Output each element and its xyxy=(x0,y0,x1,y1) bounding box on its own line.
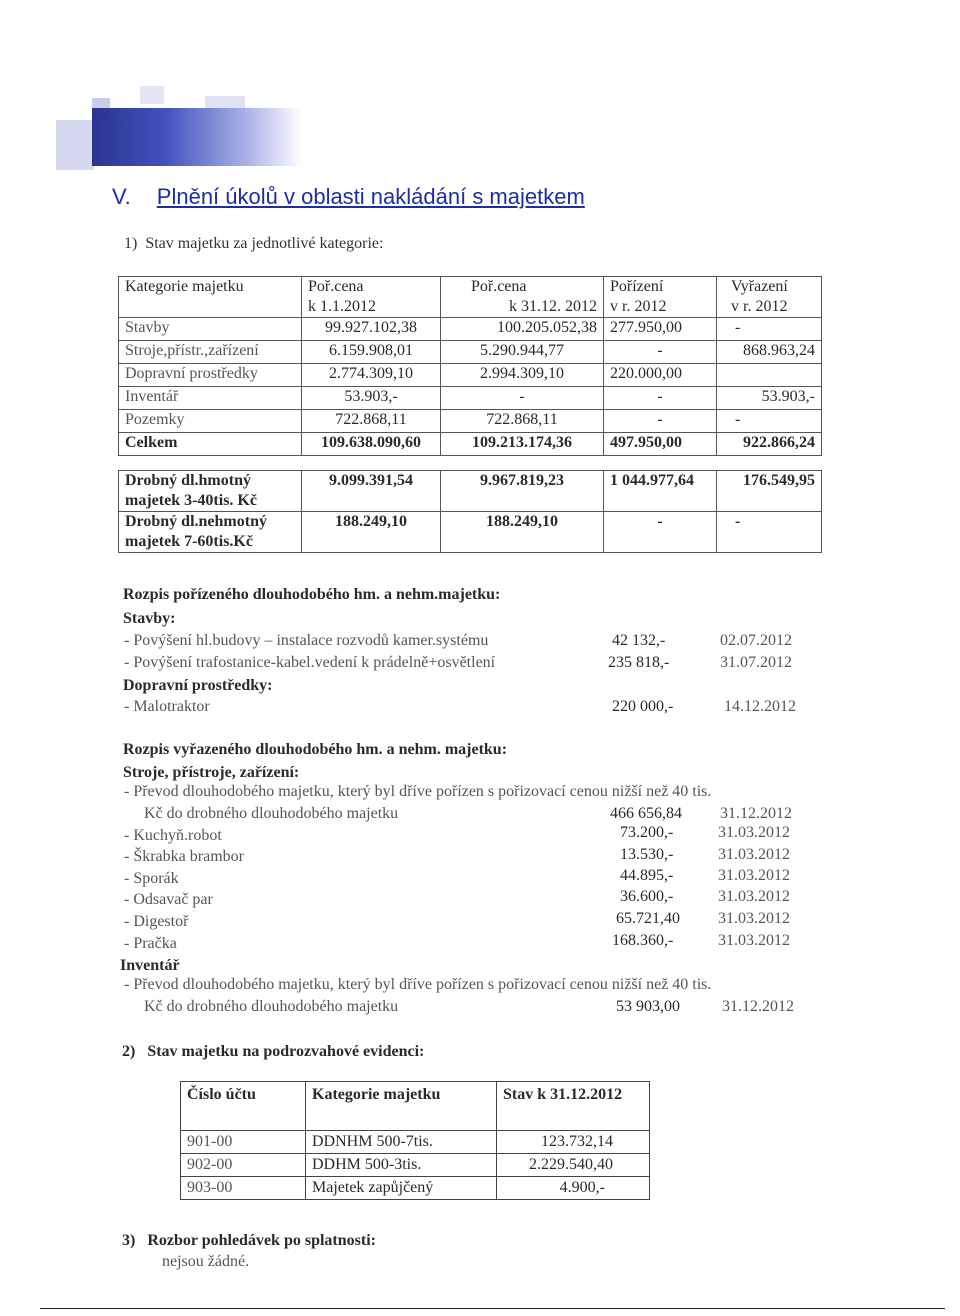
header-decoration xyxy=(56,120,94,170)
list-item: - Povýšení hl.budovy – instalace rozvodů kamer.systému xyxy=(124,632,489,649)
item-amount: 65.721,40 xyxy=(616,910,680,927)
list-item: - Digestoř xyxy=(124,913,189,930)
item-date: 31.03.2012 xyxy=(718,932,790,949)
table-header-row xyxy=(181,1082,650,1131)
table-row: Dopravní prostředky 2.774.309,10 2.994.309,10 220.000,00 xyxy=(119,364,822,387)
item-amount: 220 000,- xyxy=(612,698,674,715)
table-header-cell: Poř.cena k 1.1.2012 xyxy=(302,277,441,318)
item-date: 02.07.2012 xyxy=(720,632,792,649)
item-date: 14.12.2012 xyxy=(724,698,796,715)
list-item: Kč do drobného dlouhodobého majetku xyxy=(144,805,399,822)
acquisitions-heading: Rozpis pořízeného dlouhodobého hm. a nehm.majetku: xyxy=(123,586,501,603)
table-header-cell: Vyřazení v r. 2012 xyxy=(717,277,822,318)
item-amount: 13.530,- xyxy=(620,846,674,863)
table-row: 902-00 DDHM 500-3tis. 2.229.540,40 xyxy=(181,1154,650,1177)
list-item: - Odsavač par xyxy=(124,891,213,908)
section-title-text: Plnění úkolů v oblasti nakládání s majetkem xyxy=(156,184,585,209)
bottom-divider xyxy=(40,1308,945,1309)
list-item: - Povýšení trafostanice-kabel.vedení k prádelně+osvětlení xyxy=(124,654,496,671)
table-header-cell: Kategorie majetku xyxy=(306,1082,497,1131)
table-total-row: Celkem 109.638.090,60 109.213.174,36 497.950,00 922.866,24 xyxy=(119,433,822,456)
category-label: Stroje, přístroje, zařízení: xyxy=(123,764,300,781)
category-label: Dopravní prostředky: xyxy=(123,677,273,694)
item-amount: 42 132,- xyxy=(612,632,666,649)
item-amount: 44.895,- xyxy=(620,867,674,884)
header-decoration xyxy=(140,86,164,104)
table-row: Inventář 53.903,- - - 53.903,- xyxy=(119,387,822,410)
table-header-cell: Pořízení v r. 2012 xyxy=(604,277,717,318)
item-date: 31.03.2012 xyxy=(718,910,790,927)
list-item: - Převod dlouhodobého majetku, který byl dříve pořízen s pořizovací cenou nižší než 40 tis. xyxy=(124,976,712,993)
table-row: 901-00 DDNHM 500-7tis. 123.732,14 xyxy=(181,1131,650,1154)
table-row: Stroje,přístr.,zařízení 6.159.908,01 5.290.944,77 - 868.963,24 xyxy=(119,341,822,364)
list-item: - Pračka xyxy=(124,935,177,952)
list-item: - Malotraktor xyxy=(124,698,210,715)
subsection-heading: 3) Rozbor pohledávek po splatnosti: xyxy=(122,1232,376,1249)
item-amount: 168.360,- xyxy=(612,932,674,949)
subsection-heading: 2) Stav majetku na podrozvahové evidenci: xyxy=(122,1043,425,1060)
item-date: 31.03.2012 xyxy=(718,824,790,841)
item-amount: 235 818,- xyxy=(608,654,670,671)
table-row: Pozemky 722.868,11 722.868,11 - - xyxy=(119,410,822,433)
table-row: Drobný dl.hmotný majetek 3-40tis. Kč 9.099.391,54 9.967.819,23 1 044.977,64 176.549,95 xyxy=(119,471,822,512)
item-date: 31.03.2012 xyxy=(718,888,790,905)
table-row: Drobný dl.nehmotný majetek 7-60tis.Kč 188.249,10 188.249,10 - - xyxy=(119,512,822,553)
list-item: - Škrabka brambor xyxy=(124,848,244,865)
list-item: - Převod dlouhodobého majetku, který byl dříve pořízen s pořizovací cenou nižší než 40 tis. xyxy=(124,783,712,800)
header-decoration xyxy=(92,108,302,166)
section-number: V. xyxy=(112,184,131,209)
item-amount: 73.200,- xyxy=(620,824,674,841)
list-item: - Kuchyň.robot xyxy=(124,827,222,844)
section-title xyxy=(112,184,585,210)
item-date: 31.12.2012 xyxy=(720,805,792,822)
table-header-cell: Číslo účtu xyxy=(181,1082,306,1131)
note-text: nejsou žádné. xyxy=(162,1253,250,1270)
disposals-heading: Rozpis vyřazeného dlouhodobého hm. a nehm. majetku: xyxy=(123,741,508,758)
subsection-heading: 1) Stav majetku za jednotlivé kategorie: xyxy=(124,235,384,252)
category-label: Inventář xyxy=(120,957,180,974)
off-balance-table xyxy=(180,1081,650,1200)
list-item: Kč do drobného dlouhodobého majetku xyxy=(144,998,399,1015)
item-date: 31.07.2012 xyxy=(720,654,792,671)
table-row: 903-00 Majetek zapůjčený 4.900,- xyxy=(181,1177,650,1200)
item-amount: 466 656,84 xyxy=(610,805,682,822)
category-label: Stavby: xyxy=(123,610,176,627)
item-amount: 36.600,- xyxy=(620,888,674,905)
table-header-cell: Kategorie majetku xyxy=(119,277,302,318)
item-date: 31.03.2012 xyxy=(718,846,790,863)
table-header-cell: Poř.cena k 31.12. 2012 xyxy=(441,277,604,318)
table-header-cell: Stav k 31.12.2012 xyxy=(497,1082,650,1131)
item-date: 31.12.2012 xyxy=(722,998,794,1015)
item-amount: 53 903,00 xyxy=(616,998,680,1015)
list-item: - Sporák xyxy=(124,870,179,887)
table-row: Stavby 99.927.102,38 100.205.052,38 277.950,00 - xyxy=(119,318,822,341)
item-date: 31.03.2012 xyxy=(718,867,790,884)
asset-table xyxy=(118,276,822,553)
table-header-row xyxy=(119,277,822,318)
